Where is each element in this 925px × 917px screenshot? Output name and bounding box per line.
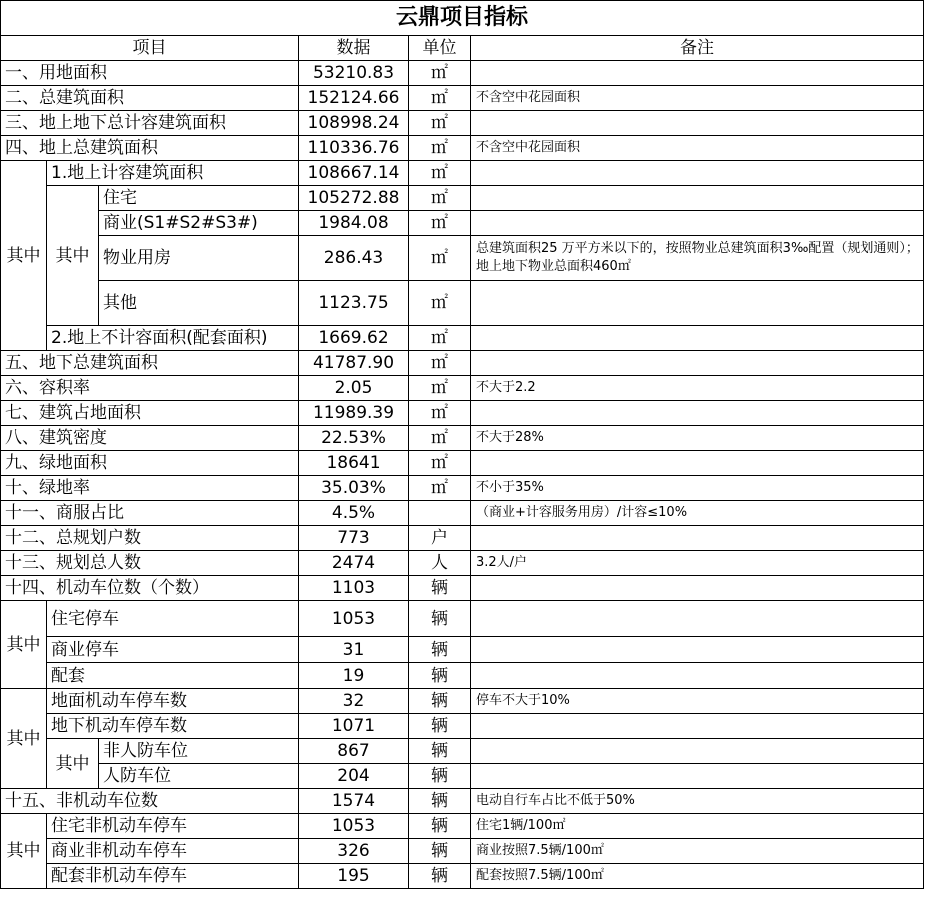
row-unit: ㎡ — [409, 136, 471, 161]
row-value: 19 — [299, 663, 409, 689]
table-row — [1, 526, 924, 551]
row-label: 三、地上地下总计容建筑面积 — [1, 111, 299, 136]
group-label-parking-use: 其中 — [1, 601, 47, 689]
row-unit: ㎡ — [409, 326, 471, 351]
row-label: 十、绿地率 — [1, 476, 299, 501]
table-row — [1, 789, 924, 814]
row-note: 配套按照7.5辆/100㎡ — [471, 864, 924, 889]
row-value: 1574 — [299, 789, 409, 814]
table-row — [1, 186, 924, 211]
row-value: 108667.14 — [299, 161, 409, 186]
table-row — [1, 61, 924, 86]
row-value: 18641 — [299, 451, 409, 476]
table-title: 云鼎项目指标 — [1, 1, 924, 36]
row-unit: ㎡ — [409, 86, 471, 111]
table-row — [1, 663, 924, 689]
header-unit: 单位 — [409, 36, 471, 61]
row-label: 住宅非机动车停车 — [47, 814, 299, 839]
row-value: 41787.90 — [299, 351, 409, 376]
row-label: 住宅 — [99, 186, 299, 211]
row-label: 物业用房 — [99, 236, 299, 281]
row-label: 商业(S1#S2#S3#) — [99, 211, 299, 236]
row-unit: 辆 — [409, 739, 471, 764]
row-unit: 辆 — [409, 689, 471, 714]
row-note: （商业+计容服务用房）/计容≤10% — [471, 501, 924, 526]
row-note — [471, 326, 924, 351]
table-row — [1, 476, 924, 501]
row-label: 五、地下总建筑面积 — [1, 351, 299, 376]
row-value: 1053 — [299, 601, 409, 637]
row-unit: ㎡ — [409, 211, 471, 236]
row-label: 一、用地面积 — [1, 61, 299, 86]
row-value: 204 — [299, 764, 409, 789]
row-value: 1123.75 — [299, 281, 409, 326]
row-label: 非人防车位 — [99, 739, 299, 764]
row-unit: 辆 — [409, 714, 471, 739]
row-note: 不小于35% — [471, 476, 924, 501]
row-value: 773 — [299, 526, 409, 551]
row-note — [471, 739, 924, 764]
row-unit: ㎡ — [409, 426, 471, 451]
row-value: 108998.24 — [299, 111, 409, 136]
row-note — [471, 186, 924, 211]
row-unit: 辆 — [409, 764, 471, 789]
table-row — [1, 111, 924, 136]
group-label-underground: 其中 — [47, 739, 99, 789]
row-value: 11989.39 — [299, 401, 409, 426]
row-label: 住宅停车 — [47, 601, 299, 637]
row-label: 二、总建筑面积 — [1, 86, 299, 111]
table-row — [1, 714, 924, 739]
row-label: 其他 — [99, 281, 299, 326]
row-label: 配套 — [47, 663, 299, 689]
row-label: 1.地上计容建筑面积 — [47, 161, 299, 186]
row-note: 不含空中花园面积 — [471, 136, 924, 161]
row-note — [471, 161, 924, 186]
row-unit: 辆 — [409, 576, 471, 601]
row-note: 总建筑面积25 万平方米以下的，按照物业总建筑面积3‰配置（规划通则）；地上地下物业总面积460㎡ — [471, 236, 924, 281]
row-value: 2474 — [299, 551, 409, 576]
row-note: 住宅1辆/100㎡ — [471, 814, 924, 839]
row-note — [471, 61, 924, 86]
row-label: 四、地上总建筑面积 — [1, 136, 299, 161]
table-row — [1, 211, 924, 236]
table-row — [1, 161, 924, 186]
table-row — [1, 326, 924, 351]
row-unit: 辆 — [409, 601, 471, 637]
row-note — [471, 764, 924, 789]
row-note — [471, 451, 924, 476]
row-value: 35.03% — [299, 476, 409, 501]
row-value: 4.5% — [299, 501, 409, 526]
table-row — [1, 839, 924, 864]
row-label: 十一、商服占比 — [1, 501, 299, 526]
row-value: 326 — [299, 839, 409, 864]
row-note — [471, 714, 924, 739]
row-note — [471, 526, 924, 551]
row-note — [471, 401, 924, 426]
row-unit: ㎡ — [409, 451, 471, 476]
row-value: 2.05 — [299, 376, 409, 401]
table-row — [1, 814, 924, 839]
row-note — [471, 351, 924, 376]
row-unit: ㎡ — [409, 351, 471, 376]
row-note — [471, 576, 924, 601]
row-label: 地面机动车停车数 — [47, 689, 299, 714]
row-value: 867 — [299, 739, 409, 764]
row-value: 152124.66 — [299, 86, 409, 111]
table-row — [1, 281, 924, 326]
row-value: 286.43 — [299, 236, 409, 281]
table-row — [1, 501, 924, 526]
row-value: 105272.88 — [299, 186, 409, 211]
table-row — [1, 739, 924, 764]
row-unit: 辆 — [409, 839, 471, 864]
row-value: 32 — [299, 689, 409, 714]
row-note: 不含空中花园面积 — [471, 86, 924, 111]
table-row — [1, 451, 924, 476]
row-label: 七、建筑占地面积 — [1, 401, 299, 426]
row-note: 电动自行车占比不低于50% — [471, 789, 924, 814]
row-unit: 辆 — [409, 864, 471, 889]
row-value: 31 — [299, 637, 409, 663]
row-label: 十三、规划总人数 — [1, 551, 299, 576]
table-row — [1, 864, 924, 889]
row-value: 1669.62 — [299, 326, 409, 351]
row-label: 2.地上不计容面积(配套面积) — [47, 326, 299, 351]
row-note: 商业按照7.5辆/100㎡ — [471, 839, 924, 864]
row-unit: ㎡ — [409, 161, 471, 186]
table-row — [1, 401, 924, 426]
row-note: 不大于28% — [471, 426, 924, 451]
row-label: 地下机动车停车数 — [47, 714, 299, 739]
table-row — [1, 551, 924, 576]
row-unit: ㎡ — [409, 281, 471, 326]
table-row — [1, 576, 924, 601]
row-unit: ㎡ — [409, 186, 471, 211]
row-label: 六、容积率 — [1, 376, 299, 401]
table-row — [1, 376, 924, 401]
row-note: 停车不大于10% — [471, 689, 924, 714]
table-row — [1, 136, 924, 161]
table-row — [1, 637, 924, 663]
row-label: 十二、总规划户数 — [1, 526, 299, 551]
row-unit: ㎡ — [409, 476, 471, 501]
group-label-subarea: 其中 — [47, 186, 99, 326]
row-value: 195 — [299, 864, 409, 889]
group-label-parking-location: 其中 — [1, 689, 47, 789]
row-label: 商业停车 — [47, 637, 299, 663]
header-note: 备注 — [471, 36, 924, 61]
row-unit: 辆 — [409, 789, 471, 814]
row-value: 53210.83 — [299, 61, 409, 86]
row-note — [471, 211, 924, 236]
row-unit: ㎡ — [409, 401, 471, 426]
row-unit: 户 — [409, 526, 471, 551]
row-label: 人防车位 — [99, 764, 299, 789]
row-note — [471, 637, 924, 663]
row-unit: ㎡ — [409, 236, 471, 281]
row-unit: ㎡ — [409, 61, 471, 86]
row-note — [471, 663, 924, 689]
row-unit — [409, 501, 471, 526]
row-value: 1103 — [299, 576, 409, 601]
table-row — [1, 351, 924, 376]
row-value: 110336.76 — [299, 136, 409, 161]
table-row — [1, 426, 924, 451]
row-note: 不大于2.2 — [471, 376, 924, 401]
row-note — [471, 111, 924, 136]
row-unit: 辆 — [409, 637, 471, 663]
table-row — [1, 236, 924, 281]
row-label: 商业非机动车停车 — [47, 839, 299, 864]
row-note: 3.2人/户 — [471, 551, 924, 576]
row-unit: 辆 — [409, 814, 471, 839]
table-row — [1, 764, 924, 789]
row-value: 1071 — [299, 714, 409, 739]
row-label: 十五、非机动车位数 — [1, 789, 299, 814]
group-label-area: 其中 — [1, 161, 47, 351]
row-unit: 辆 — [409, 663, 471, 689]
header-value: 数据 — [299, 36, 409, 61]
row-label: 九、绿地面积 — [1, 451, 299, 476]
table-row — [1, 601, 924, 637]
group-label-nonmotor: 其中 — [1, 814, 47, 889]
row-value: 22.53% — [299, 426, 409, 451]
row-value: 1984.08 — [299, 211, 409, 236]
row-value: 1053 — [299, 814, 409, 839]
row-unit: ㎡ — [409, 111, 471, 136]
row-label: 八、建筑密度 — [1, 426, 299, 451]
table-row — [1, 86, 924, 111]
row-unit: 人 — [409, 551, 471, 576]
row-unit: ㎡ — [409, 376, 471, 401]
row-label: 十四、机动车位数（个数） — [1, 576, 299, 601]
header-item: 项目 — [1, 36, 299, 61]
row-label: 配套非机动车停车 — [47, 864, 299, 889]
table-row — [1, 689, 924, 714]
row-note — [471, 601, 924, 637]
row-note — [471, 281, 924, 326]
